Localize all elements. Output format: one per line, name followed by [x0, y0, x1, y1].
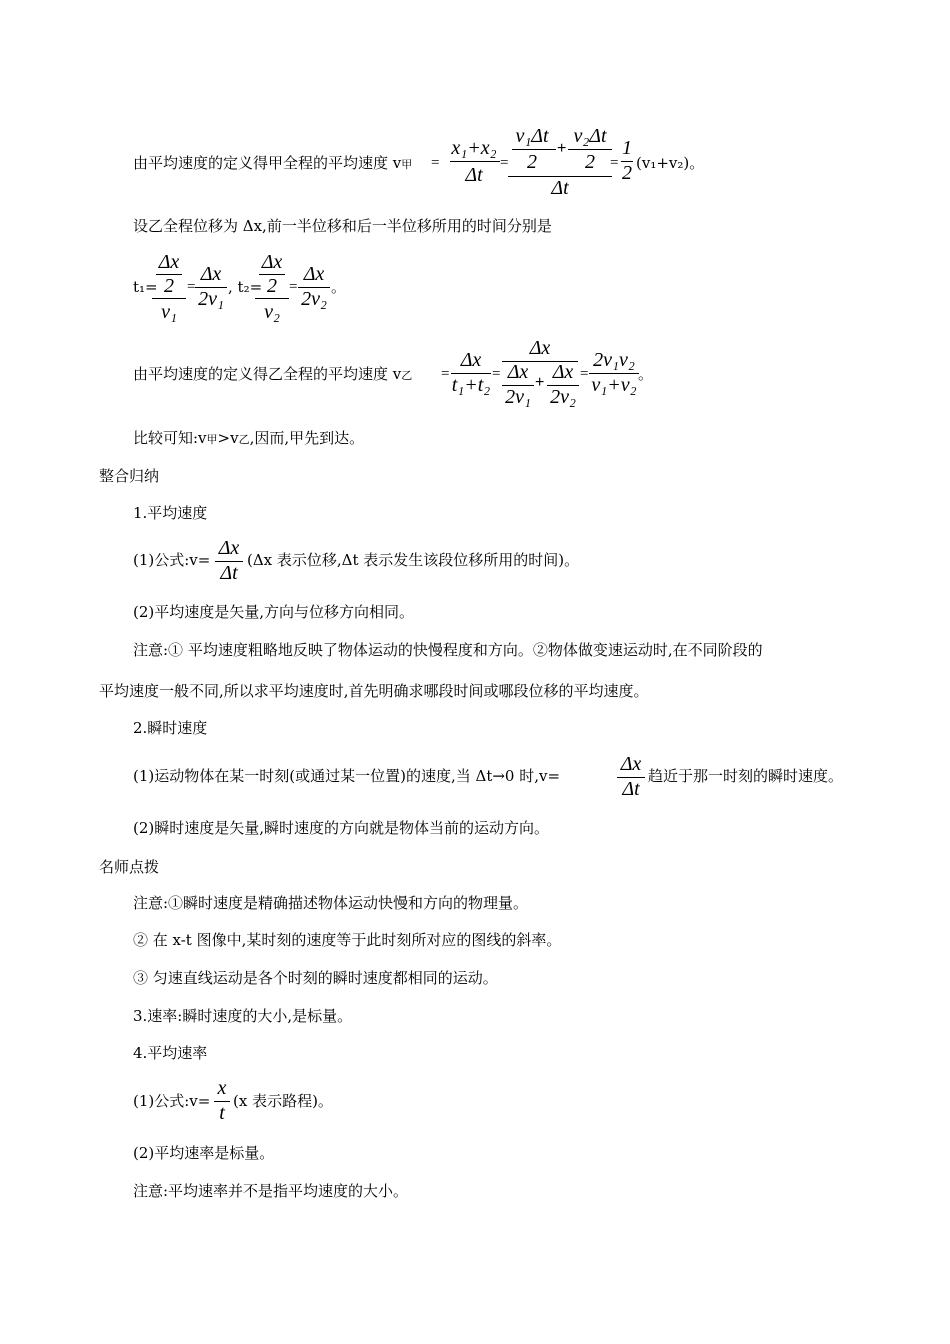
text-line: 比较可知:v甲>v乙,因而,甲先到达。	[133, 429, 365, 447]
paragraph: (2)平均速度是矢量,方向与位移方向相同。	[133, 603, 415, 621]
fraction-denominator: Δt	[551, 177, 569, 199]
fraction-denominator: 2	[164, 275, 174, 297]
fraction-bar	[450, 161, 500, 162]
text-line: 由平均速度的定义得甲全程的平均速度 v甲	[133, 154, 413, 172]
fraction-denominator: 2	[622, 162, 632, 184]
plus-sign: +	[535, 374, 545, 391]
fraction-numerator: Δx	[529, 337, 551, 359]
fraction-numerator: Δx	[218, 537, 240, 559]
paragraph: (1)公式:v=	[133, 1092, 211, 1110]
fraction-denominator: 2v₁	[198, 288, 224, 310]
fraction-numerator: x₁+x₂	[451, 137, 497, 159]
paragraph: (1)运动物体在某一时刻(或通过某一位置)的速度,当 Δt→0 时,v=	[133, 767, 561, 785]
equals-sign: =	[580, 366, 589, 382]
fraction-numerator: Δx	[303, 263, 325, 285]
fraction-bar	[512, 149, 556, 150]
fraction-denominator: Δt	[465, 164, 483, 186]
fraction-numerator: 2v₁v₂	[593, 349, 635, 371]
fraction-denominator: v₁	[161, 301, 177, 323]
fraction-numerator: x	[217, 1077, 227, 1099]
text-line: (v₁+v₂)。	[636, 154, 705, 172]
fraction-denominator: 2v₁	[505, 386, 531, 408]
fraction-denominator: 2v₂	[301, 288, 327, 310]
paragraph: 4.平均速率	[133, 1044, 208, 1062]
paragraph: (x 表示路程)。	[233, 1092, 333, 1110]
paragraph: (2)平均速率是标量。	[133, 1144, 275, 1162]
fraction-numerator: Δx	[620, 753, 642, 775]
fraction-numerator: Δx	[460, 349, 482, 371]
fraction-numerator: v₂Δt	[573, 125, 607, 147]
text-line: t₁=	[133, 278, 158, 296]
fraction-denominator: 2v₂	[550, 386, 576, 408]
paragraph: 注意:① 平均速度粗略地反映了物体运动的快慢程度和方向。②物体做变速运动时,在不同阶段的	[133, 641, 763, 659]
paragraph: ② 在 x-t 图像中,某时刻的速度等于此时刻所对应的图线的斜率。	[133, 931, 562, 949]
paragraph: 注意:①瞬时速度是精确描述物体运动快慢和方向的物理量。	[133, 894, 529, 912]
text-line: 。	[638, 365, 654, 383]
fraction-numerator: Δx	[261, 251, 283, 273]
equals-sign: =	[289, 279, 298, 295]
paragraph: 平均速度一般不同,所以求平均速度时,首先明确求哪段时间或哪段位移的平均速度。	[99, 682, 649, 700]
fraction-numerator: Δx	[552, 361, 574, 383]
text-line: 由平均速度的定义得乙全程的平均速度 v乙	[133, 365, 413, 383]
equals-sign: =	[500, 155, 509, 171]
paragraph: (Δx 表示位移,Δt 表示发生该段位移所用的时间)。	[247, 551, 580, 569]
fraction-numerator: 1	[622, 137, 632, 159]
fraction-denominator: 2	[267, 275, 277, 297]
equals-sign: =	[431, 155, 440, 171]
text-line: , t₂=	[228, 278, 263, 296]
paragraph: 注意:平均速率并不是指平均速度的大小。	[133, 1182, 409, 1200]
paragraph: 2.瞬时速度	[133, 719, 208, 737]
fraction-denominator: Δt	[220, 562, 238, 584]
fraction-bar	[152, 298, 186, 299]
paragraph: 趋近于那一时刻的瞬时速度。	[648, 767, 844, 785]
equals-sign: =	[610, 155, 619, 171]
paragraph: (1)公式:v=	[133, 551, 211, 569]
fraction-bar	[568, 149, 612, 150]
paragraph: ③ 匀速直线运动是各个时刻的瞬时速度都相同的运动。	[133, 969, 498, 987]
fraction-bar	[255, 298, 289, 299]
fraction-denominator: t₁+t₂	[451, 374, 491, 396]
fraction-denominator: 2	[585, 151, 595, 173]
fraction-numerator: Δx	[158, 251, 180, 273]
fraction-denominator: Δt	[622, 778, 640, 800]
paragraph: 1.平均速度	[133, 504, 208, 522]
fraction-denominator: v₁+v₂	[591, 374, 637, 396]
text-line: 。	[331, 278, 347, 296]
paragraph: 3.速率:瞬时速度的大小,是标量。	[133, 1007, 353, 1025]
fraction-denominator: t	[219, 1102, 225, 1124]
equals-sign: =	[441, 366, 450, 382]
text-line: 设乙全程位移为 Δx,前一半位移和后一半位移所用的时间分别是	[133, 217, 552, 235]
fraction-numerator: Δx	[507, 361, 529, 383]
section-heading: 整合归纳	[99, 467, 160, 485]
section-heading: 名师点拨	[99, 858, 160, 876]
fraction-numerator: Δx	[200, 263, 222, 285]
fraction-denominator: 2	[527, 151, 537, 173]
plus-sign: +	[557, 140, 567, 157]
fraction-denominator: v₂	[264, 301, 280, 323]
fraction-numerator: v₁Δt	[515, 125, 549, 147]
equals-sign: =	[492, 366, 501, 382]
paragraph: (2)瞬时速度是矢量,瞬时速度的方向就是物体当前的运动方向。	[133, 819, 550, 837]
equals-sign: =	[187, 279, 196, 295]
